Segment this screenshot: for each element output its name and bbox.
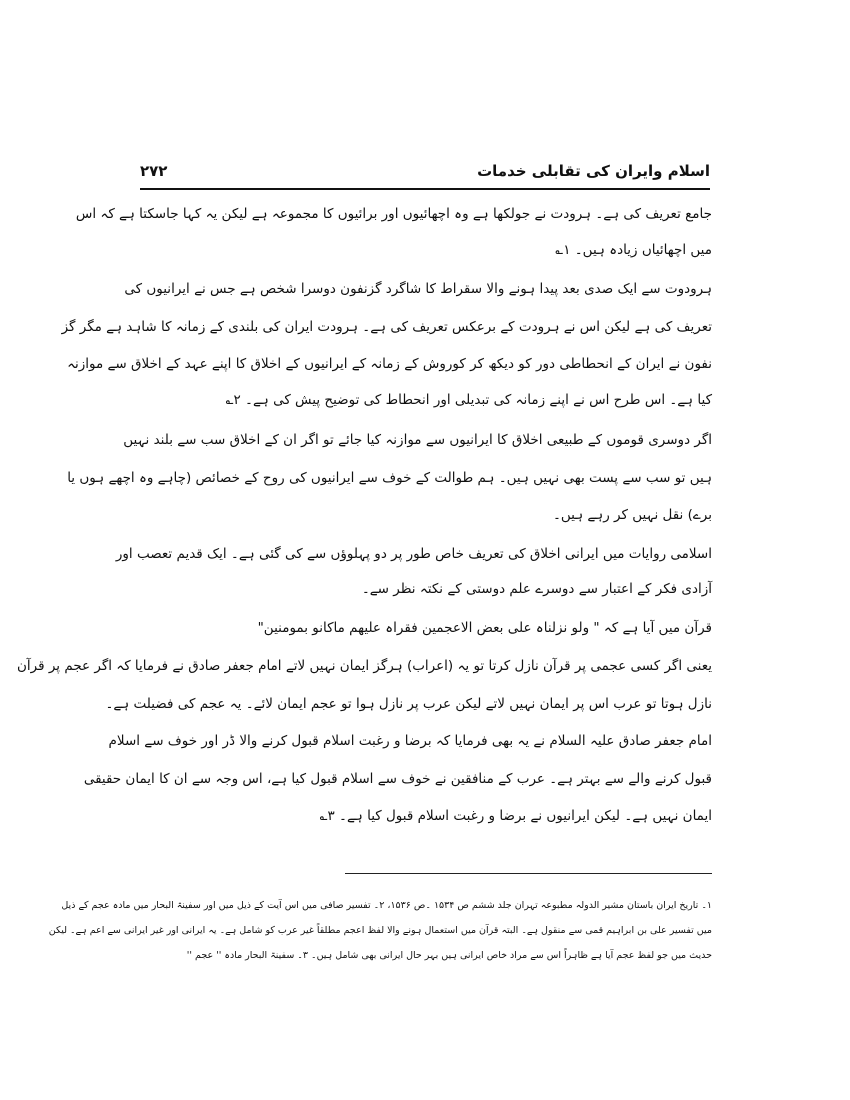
text-line: کیا ہے۔ اس طرح اس نے اپنے زمانہ کی تبدیلی اور انحطاط کی توضیح پیش کی ہے۔ ۲؎	[225, 392, 712, 408]
text-line: نازل ہوتا تو عرب اس پر ایمان نہیں لاتے لیکن عرب پر نازل ہوا تو عجم ایمان لائے۔ یہ عجم کی فضیلت ہے۔	[105, 696, 712, 712]
main-text	[16, 200, 712, 840]
footnote-line: میں تفسیر علی بن ابراہیم قمی سے منقول ہے۔ البتہ قرآن میں استعمال ہونے والا لفظ اعجم مطلقاً غیر عرب کو شامل ہے۔ یہ ایرانی اور غیر ایرانی سے اعم ہے۔ لیکن	[48, 925, 712, 936]
text-line: ہیں تو سب سے پست بھی نہیں ہیں۔ ہم طوالت کے خوف سے ایرانیوں کی روح کے خصائص (چاہے وہ اچھے ہوں یا	[67, 470, 712, 486]
text-line: اسلامی روایات میں ایرانی اخلاق کی تعریف خاص طور پر دو پہلوؤں سے کی گئی ہے۔ ایک قدیم تعصب اور	[115, 546, 712, 562]
header-rule	[140, 188, 710, 190]
running-header	[140, 158, 710, 188]
text-line: ہرودوت سے ایک صدی بعد پیدا ہونے والا سقراط کا شاگرد گزنفون دوسرا شخص ہے جس نے ایرانیوں کی	[124, 281, 712, 297]
text-line: میں اچھائیاں زیادہ ہیں۔ ۱؎	[555, 242, 712, 258]
text-line: نفون نے ایران کے انحطاطی دور کو دیکھ کر کوروش کے زمانہ کے ایرانیوں کے اخلاق کا اپنے عہد کے اخلاق سے موازنہ	[67, 356, 712, 372]
page-number: ۲۷۲	[140, 162, 168, 180]
text-line quran-verse-line: قرآن میں آیا ہے کہ " ولو نزلناہ علی بعض الاعجمین فقراہ علیھم ماکانو بمومنین"	[257, 620, 712, 636]
text-line: اگر دوسری قوموں کے طبیعی اخلاق کا ایرانیوں سے موازنہ کیا جائے تو اگر ان کے اخلاق سب سے بلند نہیں	[123, 432, 712, 448]
text-line: تعریف کی ہے لیکن اس نے ہرودت کے برعکس تعریف کی ہے۔ ہرودت ایران کی بلندی کے زمانہ کا شاہد ہے مگر گز	[61, 319, 712, 335]
footnote-separator	[345, 873, 712, 874]
text-line: برے) نقل نہیں کر رہے ہیں۔	[552, 507, 712, 523]
running-title: اسلام وایران کی تقابلی خدمات	[477, 162, 710, 180]
footnote-line: ۱۔ تاریخ ایران باستان مشیر الدولہ مطبوعہ تہران جلد ششم ص ۱۵۳۴ ۔ص ۱۵۳۶، ۲۔ تفسیر صافی میں اس آیت کے ذیل میں اور سفینۃ البحار میں مادہ عجم کے ذیل	[61, 900, 712, 911]
footnote-line: حدیث میں جو لفظ عجم آیا ہے ظاہراً اس سے مراد خاص ایرانی ہیں بہر حال ایرانی بھی شامل ہیں۔ ۳۔ سفینۃ البحار مادہ '' عجم ''	[186, 950, 712, 961]
text-line: قبول کرنے والے سے بہتر ہے۔ عرب کے منافقین نے خوف سے اسلام قبول کیا ہے، اس وجہ سے ان کا ایمان حقیقی	[83, 771, 712, 787]
text-line: جامع تعریف کی ہے۔ ہرودت نے جولکھا ہے وہ اچھائیوں اور برائیوں کا مجموعہ ہے لیکن یہ کہا جاسکتا ہے کہ اس	[75, 206, 712, 222]
text-line: آزادی فکر کے اعتبار سے دوسرے علم دوستی کے نکتہ نظر سے۔	[361, 581, 712, 597]
text-line: یعنی اگر کسی عجمی پر قرآن نازل کرتا تو یہ (اعراب) ہرگز ایمان نہیں لاتے امام جعفر صادق نے فرمایا کہ اگر عجم پر قرآن	[16, 658, 712, 674]
text-line: امام جعفر صادق علیہ السلام نے یہ بھی فرمایا کہ برضا و رغبت اسلام قبول کرنے والا ڈر اور خوف سے اسلام	[108, 733, 712, 749]
text-line: ایمان نہیں ہے۔ لیکن ایرانیوں نے برضا و رغبت اسلام قبول کیا ہے۔ ۳؎	[319, 808, 712, 824]
